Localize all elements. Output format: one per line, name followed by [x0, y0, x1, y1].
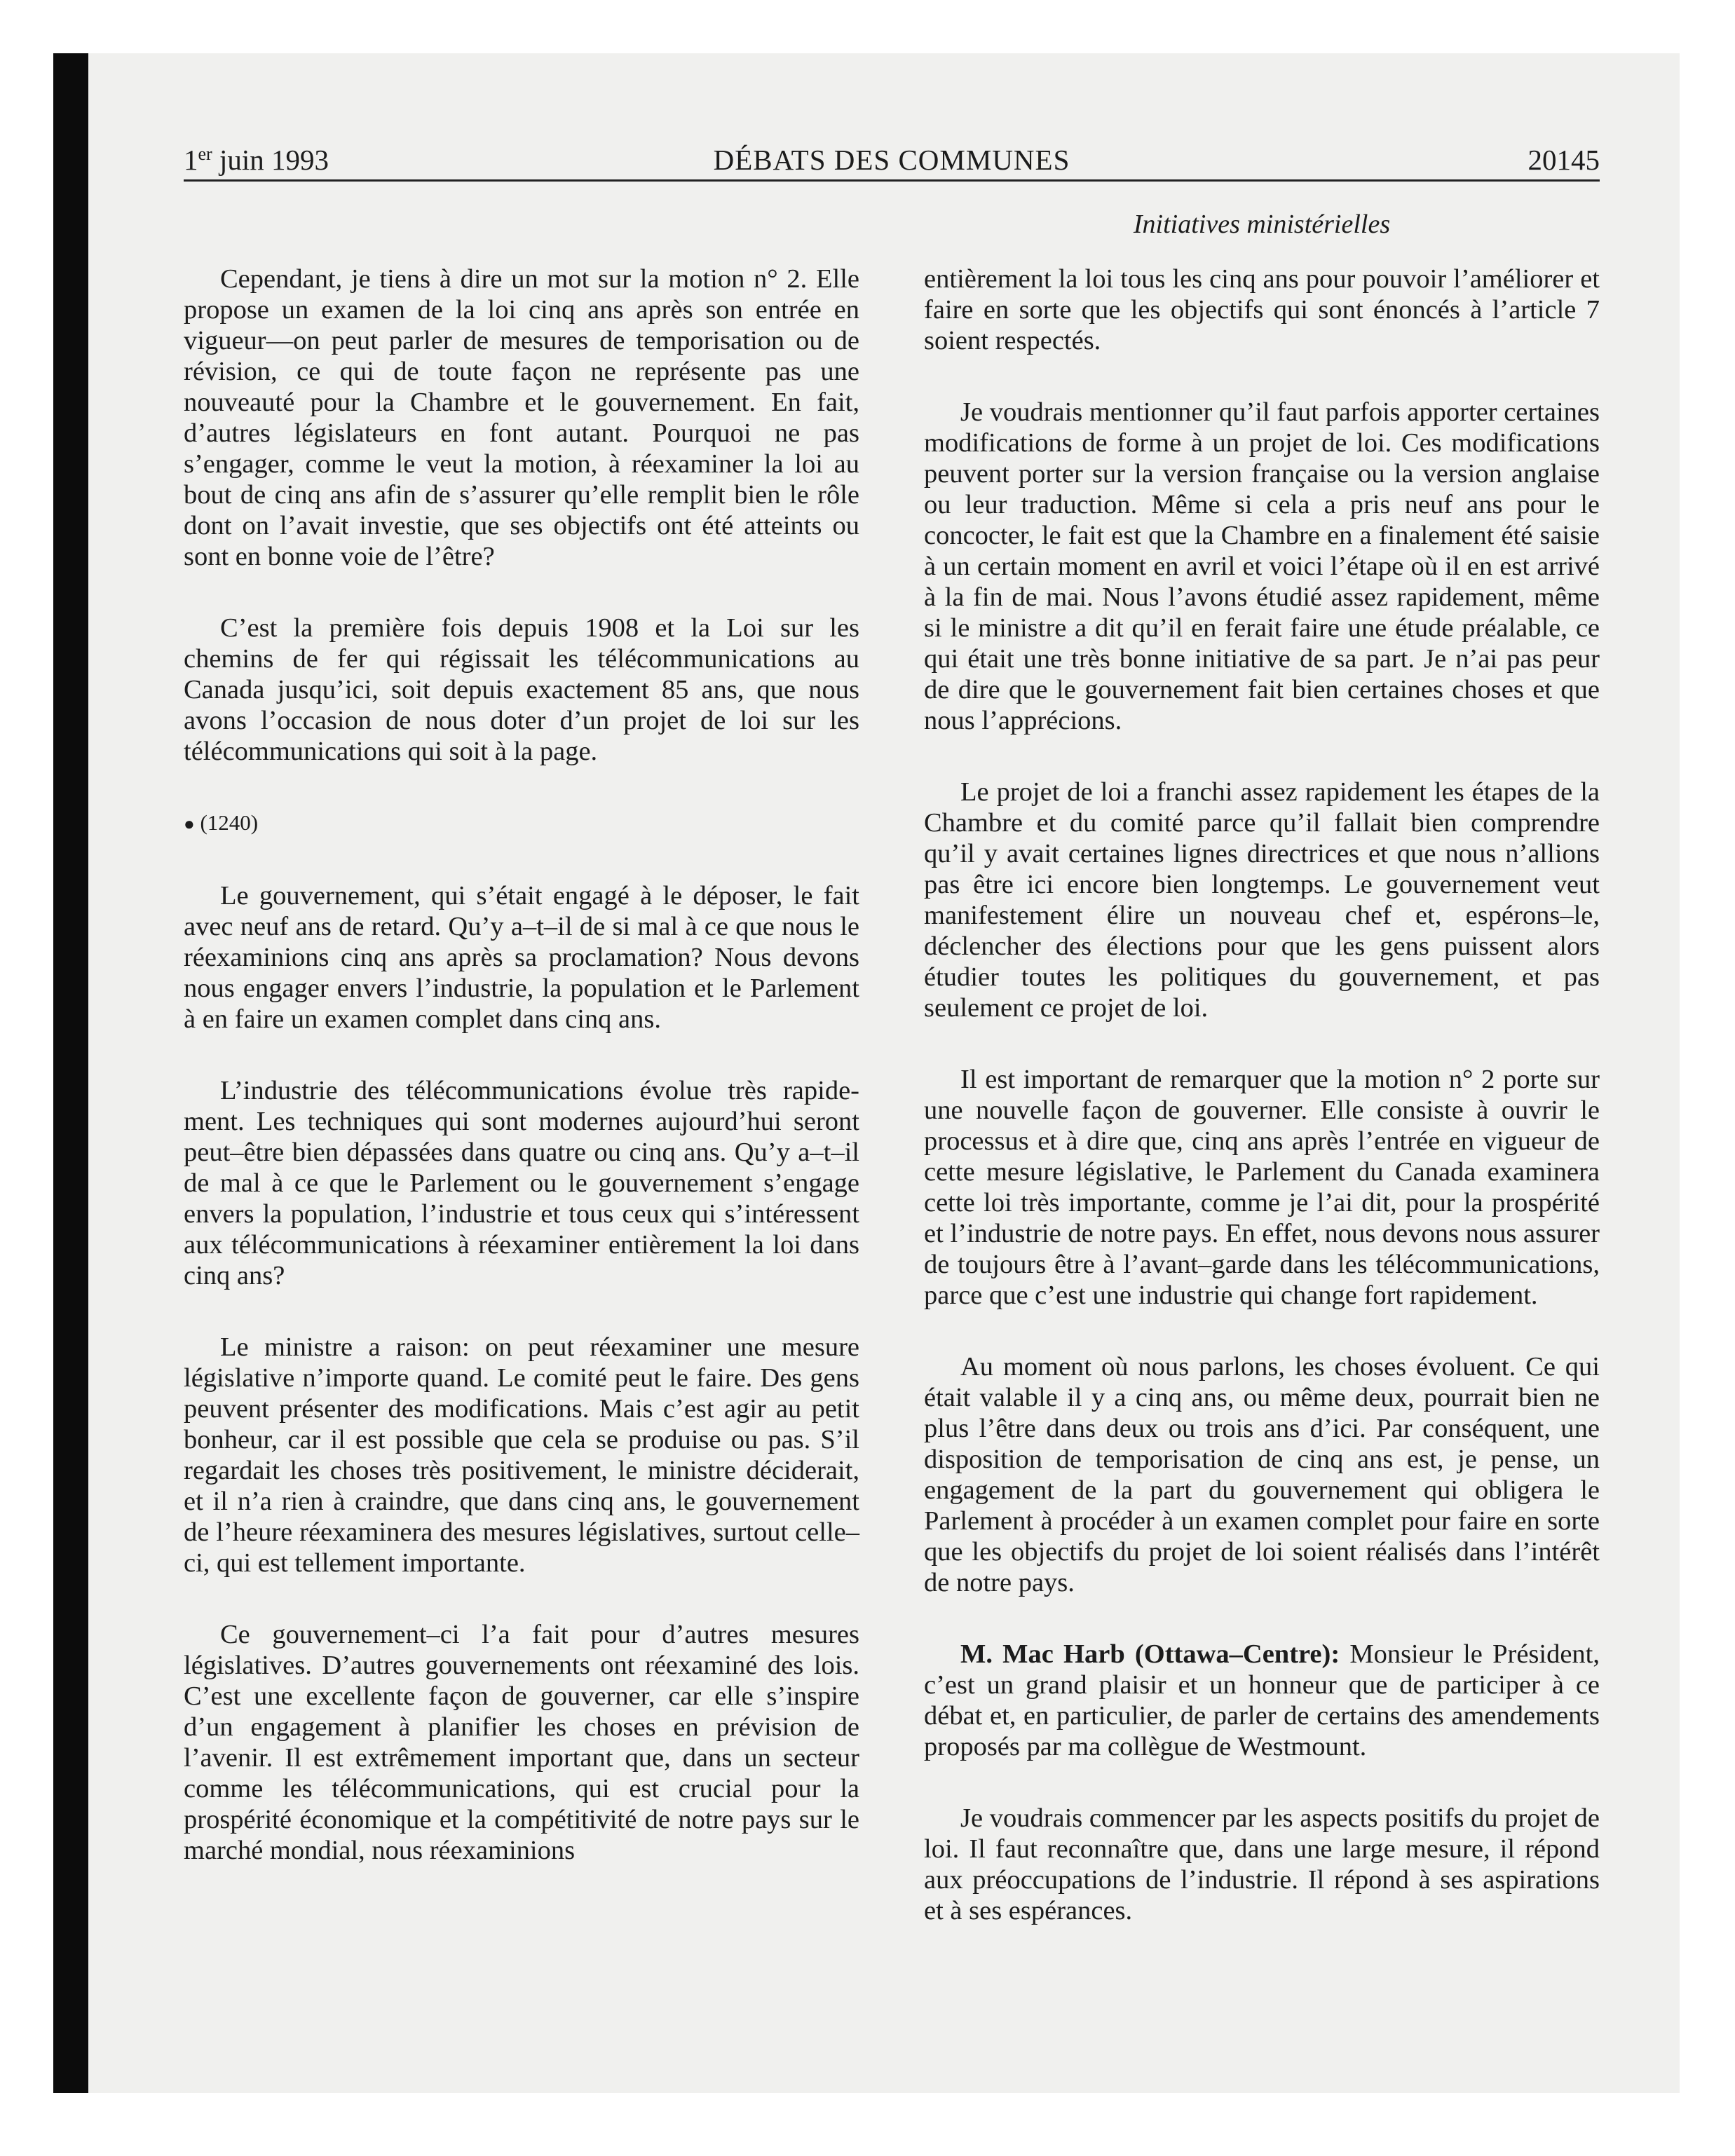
paragraph: Il est important de remarquer que la motion n° 2 porte sur une nouvelle façon de gouverner. Elle consiste à ouvrir le processus et à dire que, cinq ans après l’entrée en vigueur de cette mesure législative, le Parlement du Canada examinera cette loi très importante, comme je l’ai dit, pour la prospérité et l’industrie de notre pays. En effet, nous devons nous assurer de toujours être à l’avant–garde dans les télécommunications, parce que c’est une industrie qui change fort rapidement. — [924, 1065, 1600, 1310]
left-column — [184, 264, 859, 1906]
right-column — [924, 264, 1600, 1967]
paragraph: Le gouvernement, qui s’était engagé à le déposer, le fait avec neuf ans de retard. Qu’y a–t–il de si mal à ce que nous le réexaminions cinq ans après sa proclamation? Nous devons nous engager envers l’industrie, la population et le Parlement à en faire un examen complet dans cinq ans. — [184, 881, 859, 1034]
bullet-icon: ● — [184, 814, 195, 834]
paragraph: Le ministre a raison: on peut réexaminer une mesure législative n’importe quand. Le comité peut le faire. Des gens peuvent présenter des modifications. Mais c’est agir au petit bonheur, car il est possible que cela se produise ou pas. S’il regardait les choses très positivement, le ministre déciderait, et il n’a rien à craindre, que dans cinq ans, le gouvernement de l’heure réexaminera des mesures législatives, surtout celle–ci, qui est tellement importante. — [184, 1332, 859, 1578]
paragraph: entièrement la loi tous les cinq ans pour pouvoir l’améliorer et faire en sorte que les objectifs qui sont énoncés à l’article 7 soient respectés. — [924, 264, 1600, 355]
header-rule — [184, 179, 1600, 182]
speaker-text: Monsieur le Président, c’est un grand plaisir et un honneur que de participer à ce débat et, en particulier, de parler de certains des amendements proposés par ma collègue de Westmount. — [924, 1639, 1600, 1761]
time-marker: ● (1240) — [184, 810, 259, 835]
speaker-name: M. Mac Harb (Ottawa–Centre): — [960, 1639, 1340, 1669]
header-date: 1er juin 1993 — [184, 144, 329, 176]
section-title: Initiatives ministérielles — [1133, 210, 1391, 239]
paragraph: Ce gouvernement–ci l’a fait pour d’autres mesures législatives. D’autres gouvernements ont réexaminé des lois. C’est une excellente façon de gouverner, car elle s’inspire d’un engagement à planifier les choses en prévision de l’avenir. Il est extrêmement important que, dans un secteur comme les télécommunications, qui est crucial pour la prospérité économique et la compétitivité de notre pays sur le marché mondial, nous réexaminions — [184, 1620, 859, 1865]
paragraph: Je voudrais commencer par les aspects positifs du projet de loi. Il faut reconnaître que, dans une large mesure, il répond aux préoccupations de l’industrie. Il répond à ses aspirations et à ses espérances. — [924, 1803, 1600, 1925]
paragraph: C’est la première fois depuis 1908 et la Loi sur les chemins de fer qui régissait les télécommunications au Canada jusqu’ici, soit depuis exactement 85 ans, que nous avons l’occasion de nous doter d’un projet de loi sur les télécommunications qui soit à la page. — [184, 613, 859, 766]
paragraph: Je voudrais mentionner qu’il faut parfois apporter certaines modifications de forme à un projet de loi. Ces modifications peuvent porter sur la version française ou la version anglaise ou leur traduction. Même si cela a pris neuf ans pour le concocter, le fait est que la Chambre en a finalement été saisie à un certain moment en avril et voici l’étape où il en est arrivé à la fin de mai. Nous l’avons étudié assez rapidement, même si le ministre a dit qu’il en ferait faire une étude préalable, ce qui était une très bonne initiative de sa part. Je n’ai pas peur de dire que le gouvernement fait bien certaines choses et que nous l’apprécions. — [924, 397, 1600, 735]
header-page-number: 20145 — [1528, 144, 1600, 176]
paragraph: Le projet de loi a franchi assez rapidement les étapes de la Chambre et du comité parce qu’il fallait bien comprendre qu’il y avait certaines lignes directrices et que nous n’allions pas être ici encore bien longtemps. Le gouvernement veut manifestement élire un nouveau chef et, espérons–le, déclencher des élections pour que les gens puissent alors étudier toutes les politiques du gouvernement, et pas seulement ce projet de loi. — [924, 777, 1600, 1023]
page-header — [184, 133, 1600, 182]
paragraph: L’industrie des télécommunications évolue très rapidement. Les techniques qui sont modernes aujourd’hui seront peut–être bien dépassées dans quatre ou cinq ans. Qu’y a–t–il de mal à ce que le Parlement ou le gouvernement s’engage envers la population, l’industrie et tous ceux qui s’intéressent aux télécommunications à réexaminer entièrement la loi dans cinq ans? — [184, 1076, 859, 1290]
speaker-paragraph — [924, 1639, 1600, 1762]
header-title: DÉBATS DES COMMUNES — [713, 144, 1070, 176]
paragraph: Au moment où nous parlons, les choses évoluent. Ce qui était valable il y a cinq ans, ou même deux, pourrait bien ne plus l’être dans deux ou trois ans d’ici. Par conséquent, une disposition de temporisation de cinq ans est, je pense, un engagement de la part du gouvernement qui obligera le Parlement à procéder à un examen complet pour faire en sorte que les objectifs du projet de loi soient réalisés dans l’intérêt de notre pays. — [924, 1352, 1600, 1597]
paragraph: Cependant, je tiens à dire un mot sur la motion n° 2. Elle propose un examen de la loi cinq ans après son entrée en vigueur—on peut parler de mesures de temporisation ou de révision, ce qui de toute façon ne représente pas une nouveauté pour la Chambre et le gouvernement. En fait, d’autres législateurs en font autant. Pourquoi ne pas s’engager, comme le veut la motion, à réexaminer la loi au bout de cinq ans afin de s’assurer qu’elle remplit bien le rôle dont on l’avait investie, que ses objectifs ont été atteints ou sont en bonne voie de l’être? — [184, 264, 859, 571]
binding-edge — [53, 53, 88, 2093]
